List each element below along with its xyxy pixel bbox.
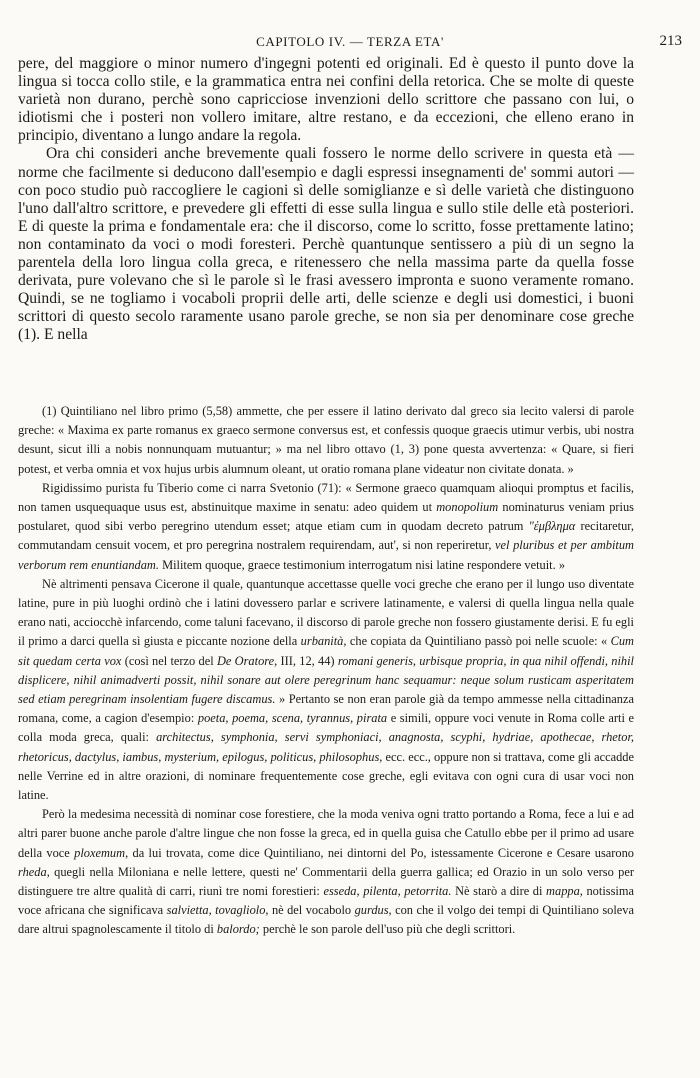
note-italic: balordo; <box>216 922 260 937</box>
note-text: , da lui trovata, come dice Quintiliano, nei dintorni del Po, istessamente Cicerone e Cesare usarono <box>125 845 635 860</box>
note-italic: vel pluribus et per ambitum verborum rem enuntiandam. <box>18 538 634 572</box>
note-italic: salvietta, tovagliolo <box>166 903 266 918</box>
note-italic: urbanità <box>300 634 344 649</box>
note-text: Militem quoque, graece testimonium interrogatum nisi latine respondere vetuit. » <box>158 557 566 572</box>
note-text: Nè starò a dire di <box>451 884 547 899</box>
body-paragraph: pere, del maggiore o minor numero d'ingegni potenti ed originali. Ed è questo il punto dove la lingua si tocca collo stile, e la grammatica entra nei confini della retorica. Che se molte di queste varietà non durano, perchè sono capricciose invenzioni dello scrittore che passano con lui, o idiotismi che i posteri non vollero imitare, altre restano, e da eccezioni, che elleno erano in principio, diventano a lungo andare la regola. <box>18 55 634 145</box>
footnote-paragraph <box>18 479 634 575</box>
body-paragraph: Ora chi consideri anche brevemente quali fossero le norme dello scrivere in questa età — norme che facilmente si deducono dall'esempio e dagli espressi insegnamenti de' sommi autori — con poco studio può raccogliere le cagioni sì delle somiglianze e sì delle varietà che distinguono l'uno dall'altro scrittore, e prevedere gli effetti di esse sulla lingua e sullo stile delle età posteriori. E di queste la prima e fondamentale era: che il discorso, come lo scritto, fosse prettamente latino; non contaminato da voci o modi foresteri. Perchè quantunque sentissero a più di un segno la parentela della loro lingua colla greca, e ritenessero che nella massima parte da quella fosse derivata, pure volevano che sì le parole sì le frasi avessero impronta e suono veramente romano. Quindi, se ne togliamo i vocaboli proprii delle arti, delle scienze e degli usi domestici, i buoni scrittori di questo secolo raramente usano parole greche, se non sia per denominare cose greche (1). E nella <box>18 145 634 344</box>
note-text: notissima voce africana che significava <box>18 884 634 918</box>
note-text: , nè del vocabolo <box>265 903 355 918</box>
running-header <box>18 34 682 52</box>
note-text: e simili, oppure voci venute in Roma colle arti e colla moda greca, quali: <box>18 711 634 745</box>
main-text <box>18 55 634 345</box>
note-text: recitaretur, commutandam censuit vocem, et pro peregrina nostralem requirendam, aut', si non reperiretur, <box>18 519 634 553</box>
note-text: nominaturus veniam prius postularet, quod sibi verbo peregrino utendum esset; atque etiam cum in quodam decreto patrum <box>18 500 634 534</box>
note-text: perchè le son parole dell'uso più che degli scrittori. <box>259 922 516 937</box>
chapter-title: CAPITOLO IV. — TERZA ETA' <box>256 34 444 49</box>
footnote-paragraph <box>18 575 634 805</box>
note-text: (1) Quintiliano nel libro primo (5,58) ammette, che per essere il latino derivato dal greco sia lecito valersi di parole greche: « Maxima ex parte romanus ex graeco sermone conversus est, et confessis quoque graecis utimur verbis, ubi nostra desunt, sicut illi a nobis nonnunquam mutuantur; » ma nel libro ottavo (1, 3) pone questa avvertenza: « Quare, si fieri potest, et verba omnia et vox hujus urbis alumnum oleant, ut oratio romana plane videatur non civitate donata. » <box>18 404 634 476</box>
footnotes <box>18 400 634 940</box>
note-italic: mappa, <box>546 884 583 899</box>
note-text: con che il volgo dei tempi di Quintiliano soleva dare altrui spagnolescamente il titolo di <box>18 903 634 937</box>
note-text: , che copiata da Quintiliano passò poi nelle scuole: « <box>343 634 611 649</box>
footnote-paragraph <box>18 402 634 479</box>
page-number: 213 <box>659 33 682 49</box>
note-italic: Cum sit quedam certa vox <box>18 634 634 668</box>
note-italic: romani generis, urbisque propria, in qua nihil offendi, nihil displicere, nihil animadverti possit, nihil sonare aut olere peregrinum hanc sequamur: neque solum rusticam asperitatem sed etiam peregrinam insolentiam fugere discamus. <box>18 653 634 707</box>
note-italic: monopolium <box>436 500 499 515</box>
note-text: , III, 12, 44) <box>274 653 338 668</box>
note-text: Rigidissimo purista fu Tiberio come ci narra Svetonio (71): « Sermone graeco quamquam alioqui promptus et facilis, non tamen usquequaque usus est, abstinuitque maxime in senatu: adeo quidem ut <box>18 480 634 515</box>
note-text: Però la medesima necessità di nominar cose forestiere, che la moda veniva ogni tratto portando a Roma, fece a lui e ad altri parer buone anche parole d'altre lingue che non fosse la greca, ed in quella guisa che Catullo ebbe per il primo ad usare della voce <box>18 807 634 860</box>
note-italic: gurdus, <box>354 903 392 918</box>
note-italic: architectus, symphonia, servi symphoniaci, anagnosta, scyphi, hydriae, apothecae, rhetor, rhetoricus, dactylus, iambus, mysterium, epilogus, politicus, philosophus <box>18 730 634 764</box>
note-italic: rheda <box>18 864 47 879</box>
note-italic: ploxemum <box>74 845 126 860</box>
note-text: , ecc. ecc., oppure non si trattava, come gli accadde nelle Verrine ed in altre orazioni, di nominare frequentemente cose greche, egli evitava con ogni cura di usar voci non latine. <box>18 749 634 803</box>
note-text: Nè altrimenti pensava Cicerone il quale, quantunque accettasse quelle voci greche che erano per il lungo uso diventate latine, pure in più luoghi ordinò che i latini dovessero parlar e scrivere latinamente, e valersi di quella lingua nella quale erano nati, acciocchè infarcendo, come taluni facevano, il discorso di parole greche non fossero giustamente derisi. E fu egli il primo a darci quella sì giusta e piccante nozione della <box>18 576 634 649</box>
note-italic: De Oratore <box>216 653 275 668</box>
note-italic: esseda, pilenta, petorrita. <box>323 884 452 899</box>
note-text: » Pertanto se non eran parole già da tempo ammesse nella cittadinanza romana, come, a cagion d'esempio: <box>18 692 634 726</box>
note-text: (così nel terzo del <box>121 653 217 668</box>
note-italic: poeta, poema, scena, tyrannus, pirata <box>197 711 388 726</box>
note-text: , quegli nella Miloniana e nelle lettere, questi ne' Commentarii della guerra gallica; ed Orazio in un solo verso per distinguere tre altre qualità di carri, riunì tre nomi forestieri: <box>18 864 634 899</box>
note-greek: "ἐμβλημα <box>528 519 576 534</box>
footnote-paragraph <box>18 805 634 939</box>
